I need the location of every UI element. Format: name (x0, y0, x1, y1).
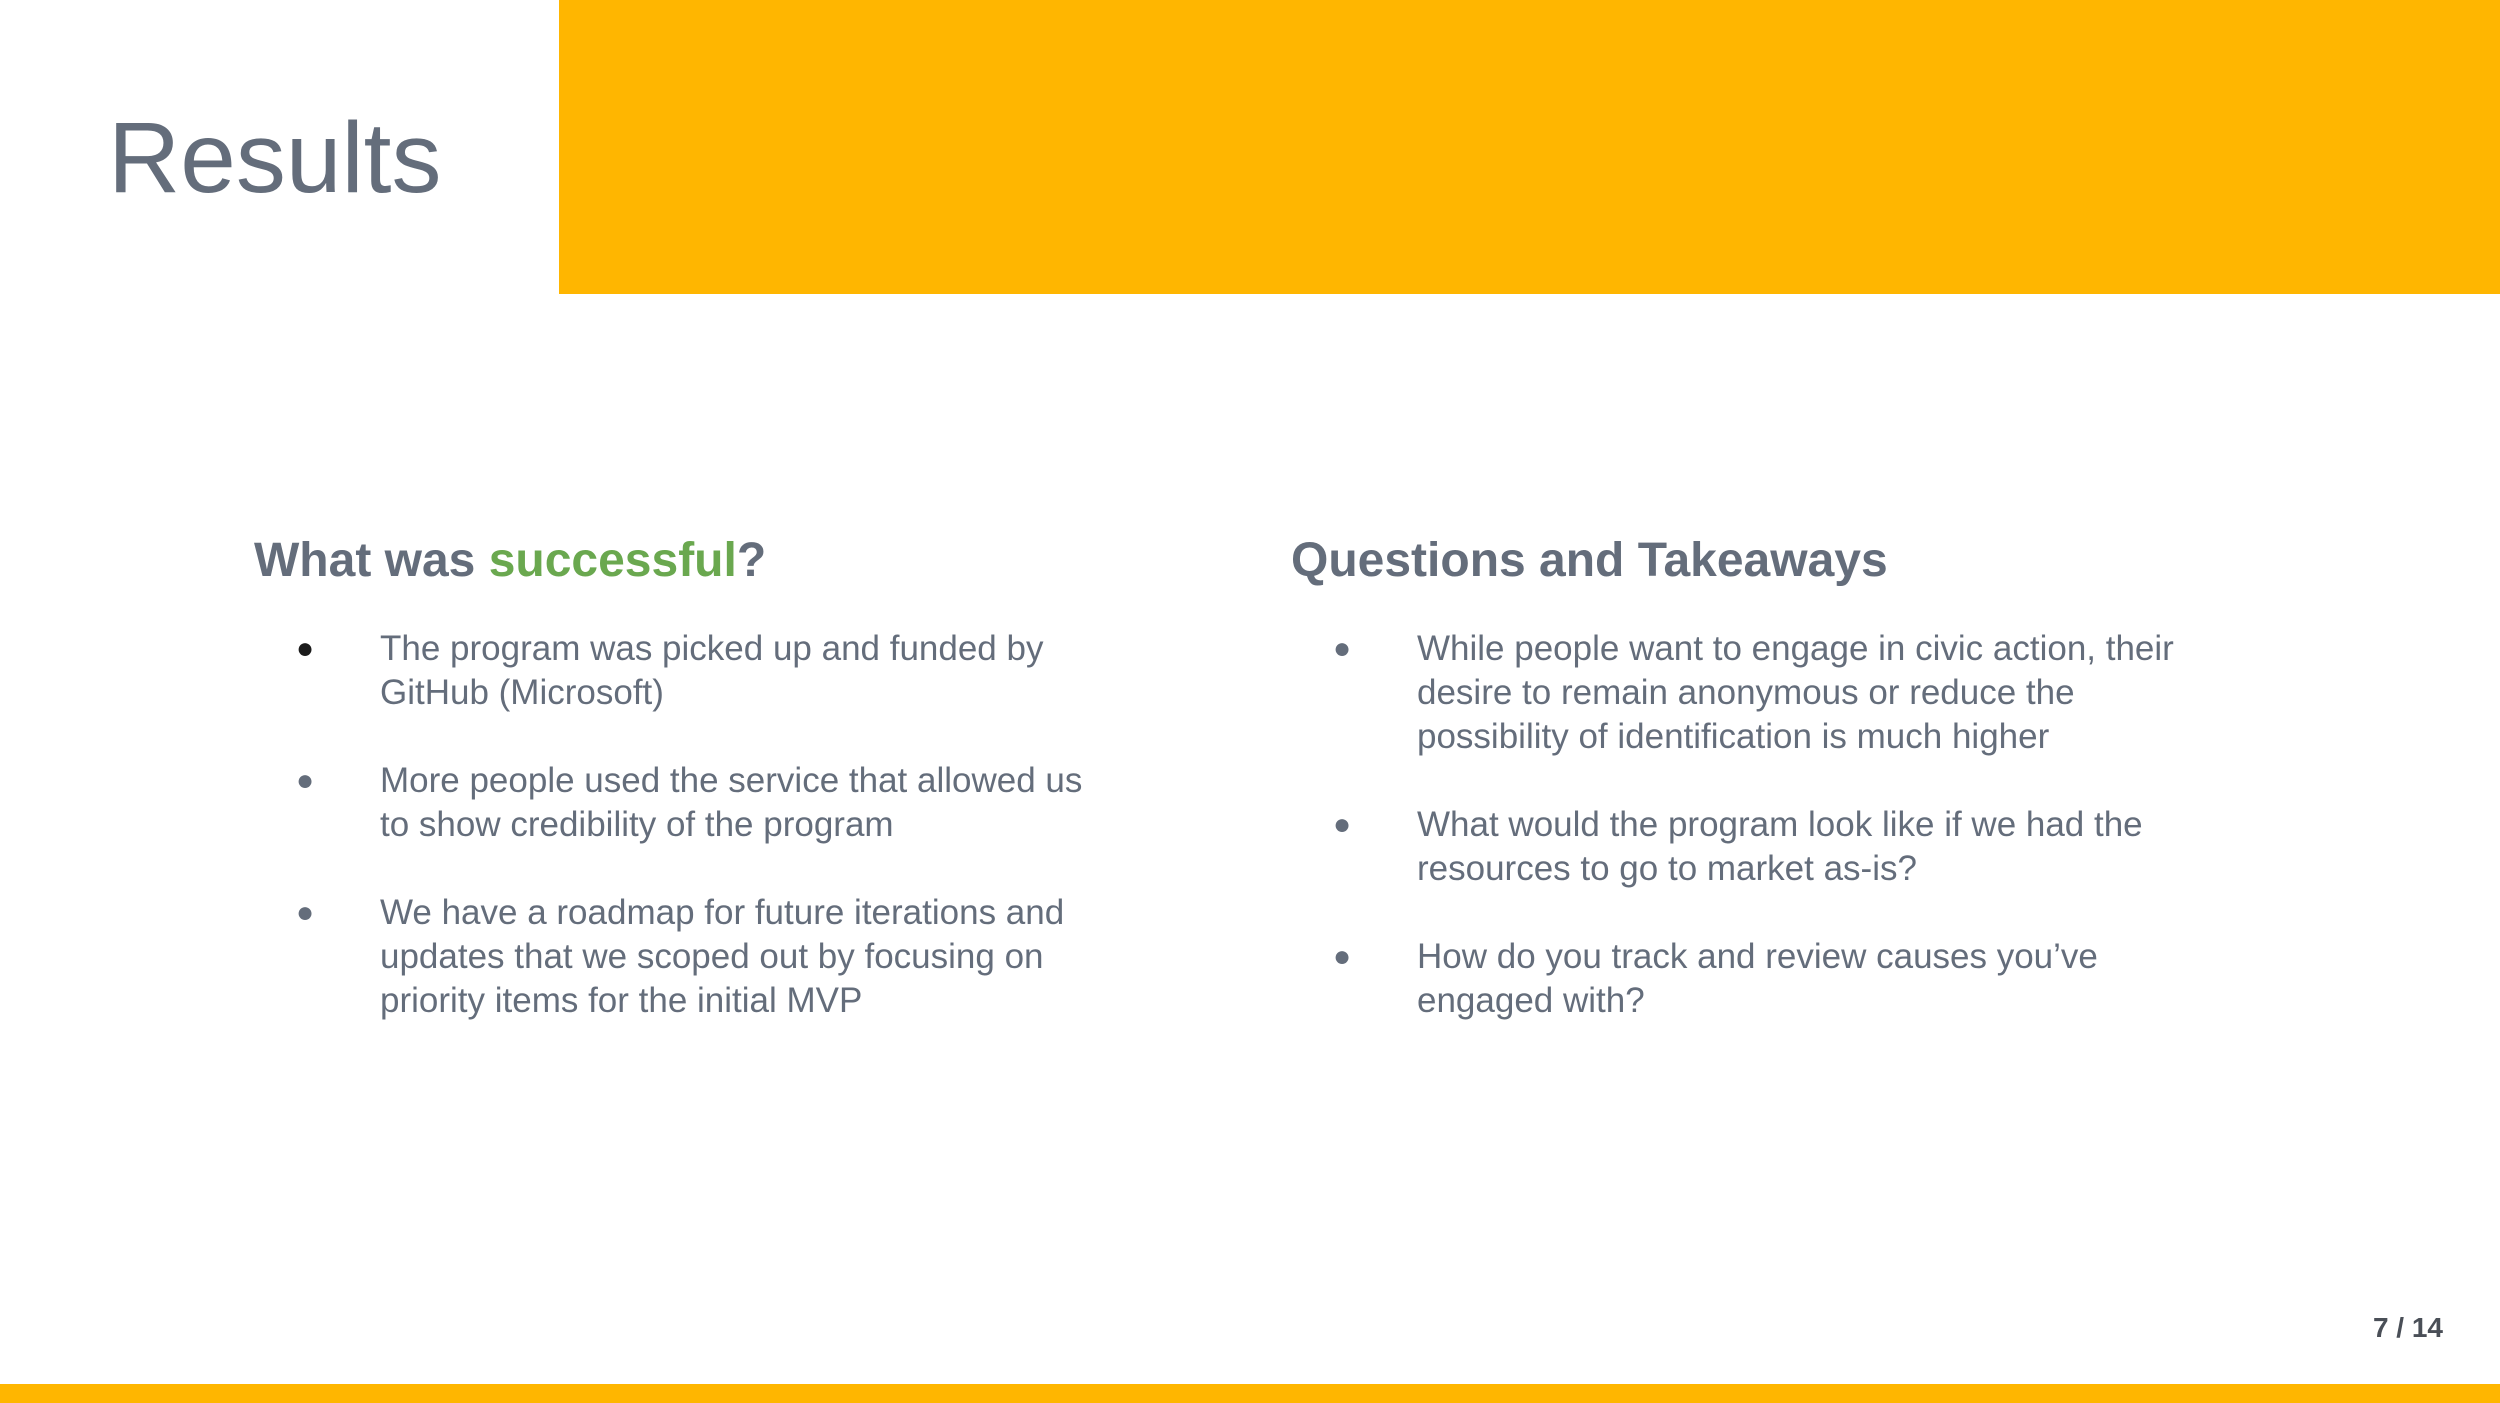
page-number: 7 / 14 (2372, 1312, 2443, 1343)
list-item (254, 759, 1174, 847)
successes-column (254, 528, 1174, 1067)
list-item-text: More people used the service that allowed us to show credibility of the program (380, 761, 1083, 844)
list-item-text: While people want to engage in civic action, their desire to remain anonymous or reduce the possibility of identification is much higher (1417, 629, 2174, 756)
bullet-icon: ● (296, 632, 315, 665)
list-item-text: What would the program look like if we had the resources to go to market as-is? (1417, 805, 2143, 888)
header-accent-band (559, 0, 2500, 294)
takeaways-list (1291, 627, 2211, 1023)
list-item-text: How do you track and review causes you’ve engaged with? (1417, 937, 2098, 1020)
list-item (1291, 627, 2211, 759)
list-item (254, 627, 1174, 715)
slide-title: Results (108, 102, 442, 214)
takeaways-column (1291, 528, 2211, 1067)
successes-heading (254, 528, 1174, 594)
bullet-icon: ● (1333, 808, 1352, 841)
takeaways-heading: Questions and Takeaways (1291, 534, 1888, 587)
list-item (1291, 935, 2211, 1023)
heading-prefix: What was (254, 534, 489, 587)
bullet-icon: ● (296, 764, 315, 797)
bullet-icon: ● (1333, 632, 1352, 665)
heading-suffix: ? (736, 534, 767, 587)
heading-highlight: successful (488, 534, 737, 587)
list-item (254, 891, 1174, 1023)
successes-list (254, 627, 1174, 1023)
list-item (1291, 803, 2211, 891)
bullet-icon: ● (296, 896, 315, 929)
bullet-icon: ● (1333, 940, 1352, 973)
list-item-text: The program was picked up and funded by GitHub (Microsoft) (380, 629, 1044, 712)
footer-accent-band (0, 1384, 2500, 1403)
list-item-text: We have a roadmap for future iterations and updates that we scoped out by focusing on priority items for the initial MVP (380, 893, 1065, 1020)
